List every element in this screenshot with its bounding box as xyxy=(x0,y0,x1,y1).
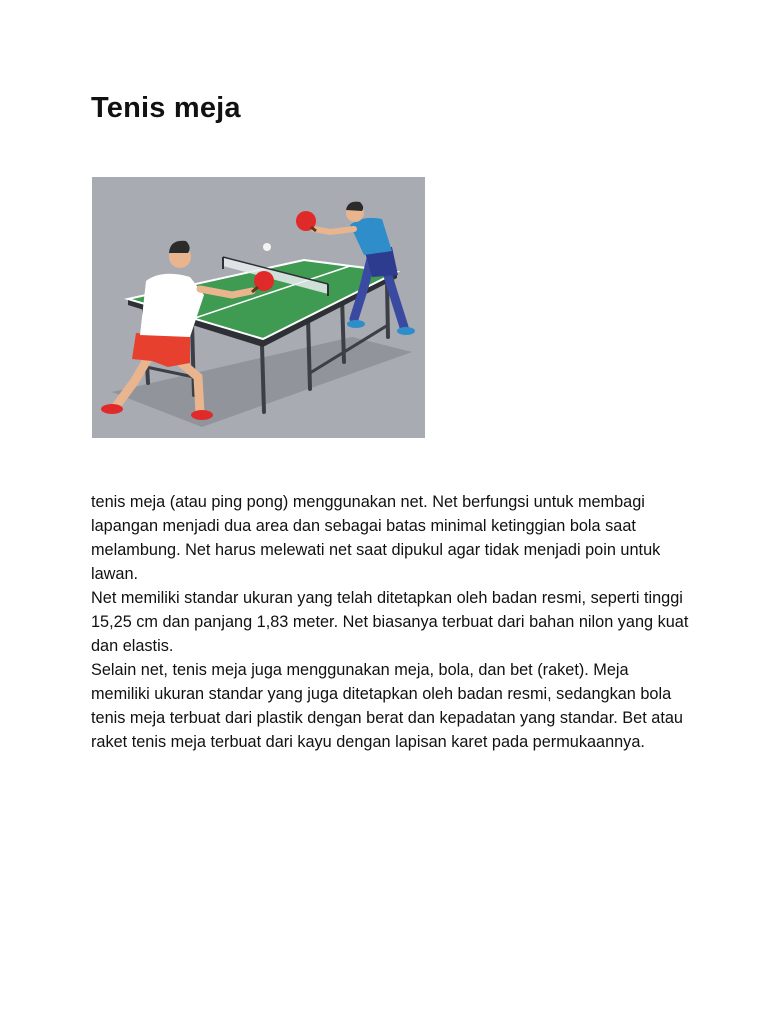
paragraph-net-size: Net memiliki standar ukuran yang telah ditetapkan oleh badan resmi, seperti tinggi 15,25 cm dan panjang 1,83 meter. Net biasanya terbuat dari bahan nilon yang kuat dan elastis. xyxy=(91,589,689,655)
paragraph-net: tenis meja (atau ping pong) menggunakan net. Net berfungsi untuk membagi lapangan menjadi dua area dan sebagai batas minimal ketinggian bola saat melambung. Net harus melewati net saat dipukul agar tidak menjadi poin untuk lawan. xyxy=(91,493,661,583)
table-tennis-illustration xyxy=(92,177,425,438)
body-text xyxy=(91,490,691,754)
ball-icon xyxy=(263,243,271,251)
paragraph-equipment: Selain net, tenis meja juga menggunakan meja, bola, dan bet (raket). Meja memiliki ukuran standar yang juga ditetapkan oleh badan resmi, sedangkan bola tenis meja terbuat dari plastik dengan berat dan kepadatan yang standar. Bet atau raket tenis meja terbuat dari kayu dengan lapisan karet pada permukaannya. xyxy=(91,661,683,751)
page-title: Tenis meja xyxy=(91,92,241,124)
